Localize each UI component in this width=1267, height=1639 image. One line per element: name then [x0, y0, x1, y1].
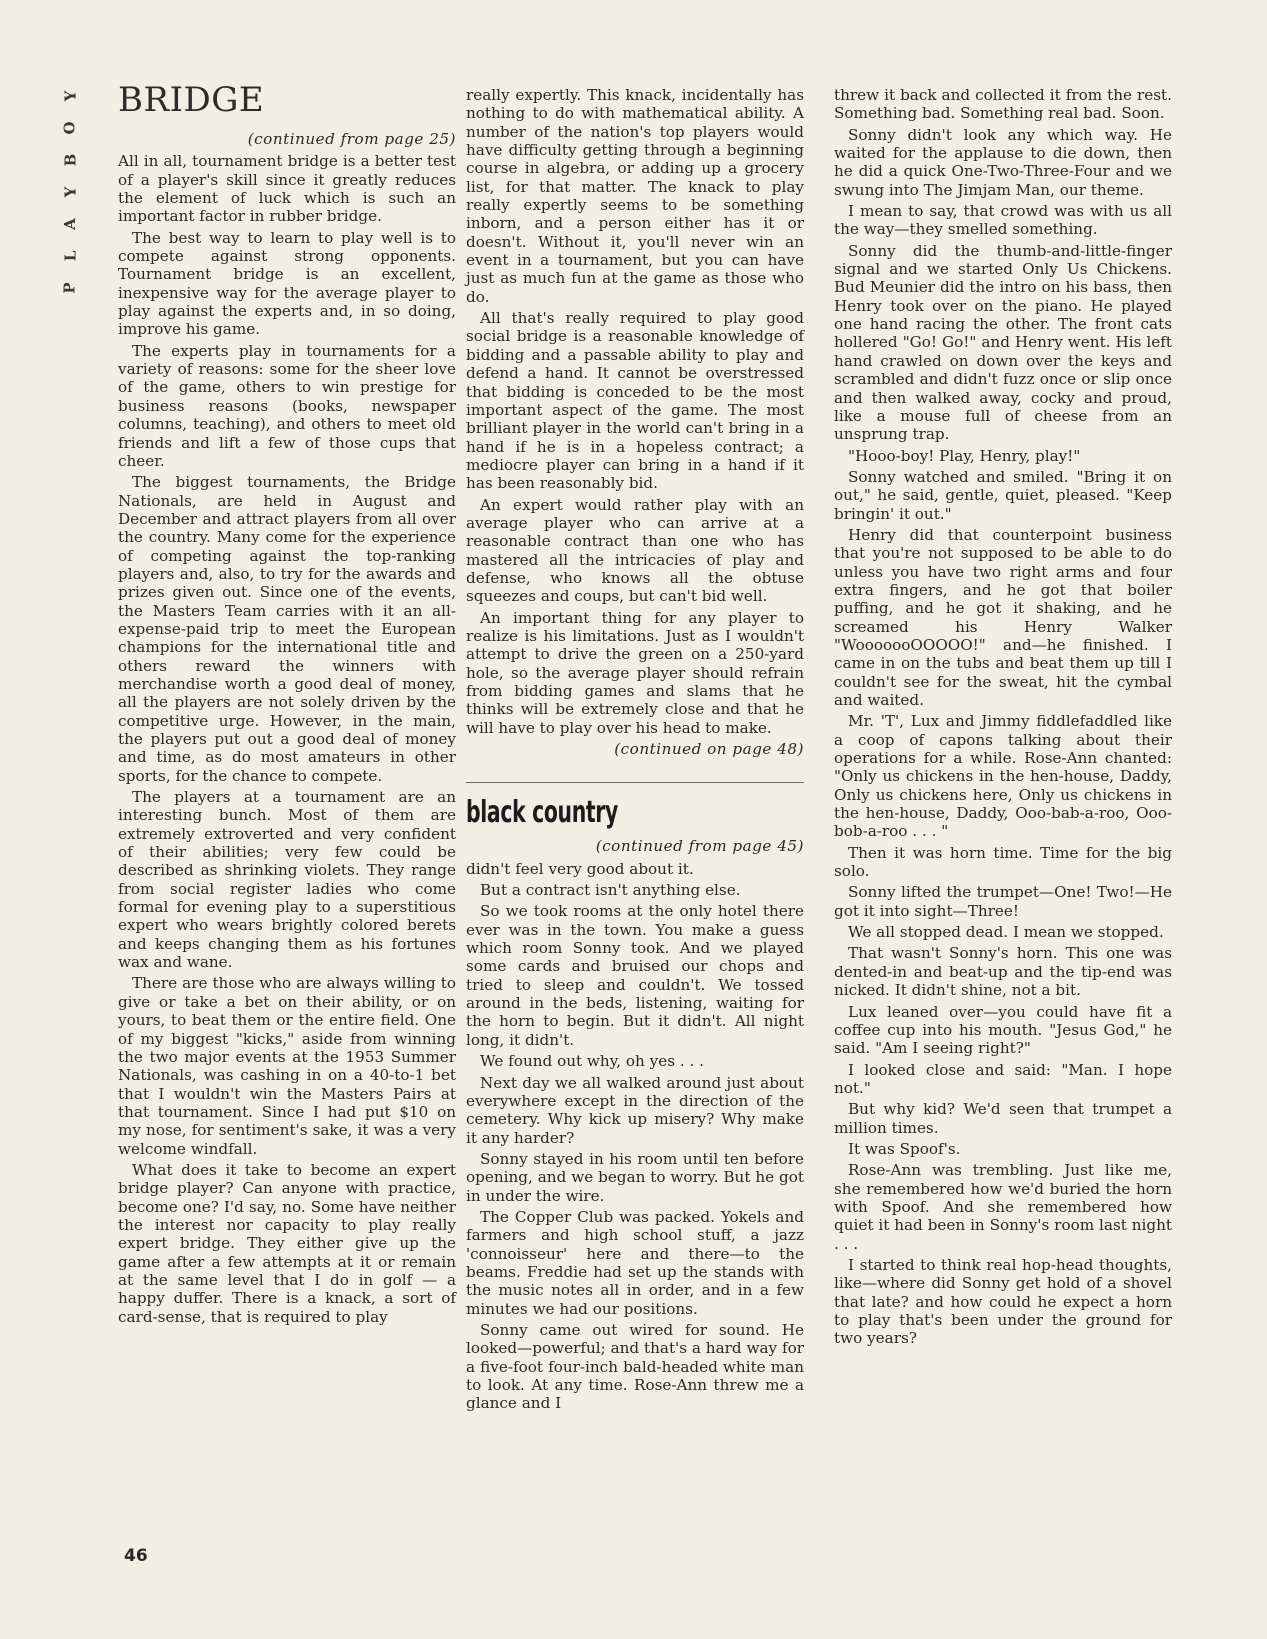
black-country-continued-from: (continued from page 45): [595, 837, 804, 856]
story-paragraph: Mr. 'T', Lux and Jimmy fiddlefaddled like a coop of capons talking about their operations for a while. Rose-Ann chanted: "Only us chickens in the hen-house, Daddy, Only us chickens here, Only us chickens in the hen-house, Daddy, Ooo-bab-a-roo, Ooo-bob-a-roo . . . ": [834, 712, 1172, 841]
sidebar-letter: L: [60, 250, 79, 262]
story-paragraph: But why kid? We'd seen that trumpet a million times.: [834, 1100, 1172, 1137]
story-paragraph: Then it was horn time. Time for the big solo.: [834, 843, 1172, 881]
story-paragraph: didn't feel very good about it.: [466, 859, 694, 878]
bridge-continued-on: (continued on page 48): [614, 740, 804, 759]
story-paragraph: We all stopped dead. I mean we stopped.: [848, 923, 1164, 942]
story-paragraph: I started to think real hop-head thoughts, like—where did Sonny get hold of a shovel that late? and how could he expect a horn to play that's been under the ground for two years?: [834, 1255, 1172, 1348]
bridge-paragraph: All that's really required to play good social bridge is a reasonable knowledge of bidding and a passable ability to play and defend a hand. It cannot be overstressed that bidding is conceded to be the most important aspect of the game. The most brilliant player in the world can't bring in a hand if he is in a hopeless contract; a mediocre player can bring in a hand if it has been reasonably bid.: [466, 309, 804, 493]
story-paragraph: That wasn't Sonny's horn. This one was dented-in and beat-up and the tip-end was nicked. It didn't shine, not a bit.: [834, 944, 1172, 1000]
story-paragraph: Lux leaned over—you could have fit a coffee cup into his mouth. "Jesus God," he said. "Am I seeing right?": [834, 1002, 1172, 1058]
section-divider: [466, 782, 804, 783]
story-paragraph: I looked close and said: "Man. I hope not.": [834, 1060, 1172, 1097]
story-paragraph: Sonny came out wired for sound. He looked—powerful; and that's a hard way for a five-foot four-inch bald-headed white man to look. At any time. Rose-Ann threw me a glance and I: [466, 1320, 804, 1413]
bridge-paragraph: The experts play in tournaments for a variety of reasons: some for the sheer love of the game, others to win prestige for business reasons (books, newspaper columns, teaching), and others to meet old friends and lift a few of those cups that cheer.: [118, 341, 456, 470]
bridge-paragraph: What does it take to become an expert bridge player? Can anyone with practice, become one? I'd say, no. Some have neither the interest nor capacity to play really expert bridge. They either give up the game after a few attempts at it or remain at the same level that I do in golf — a happy duffer. There is a knack, a sort of card-sense, that is required to play: [118, 1160, 456, 1326]
column-2: [466, 86, 804, 1416]
story-paragraph: Sonny did the thumb-and-little-finger signal and we started Only Us Chickens. Bud Meunier did the intro on his bass, then Henry took over on the piano. He played one hand racing the other. The front cats hollered "Go! Go!" and Henry went. His left hand crawled on down over the keys and scrambled and didn't fuzz once or slip once and then walked away, cocky and proud, like a mouse full of cheese from an unsprung trap.: [834, 241, 1172, 444]
story-paragraph: The Copper Club was packed. Yokels and farmers and high school stuff, a jazz 'connoisseur' here and there—to the beams. Freddie had set up the stands with the music notes all in order, and in a few minutes we had our positions.: [466, 1207, 804, 1318]
column-3: [834, 86, 1172, 1351]
story-paragraph: I mean to say, that crowd was with us all the way—they smelled something.: [834, 202, 1172, 239]
column-1: [118, 82, 456, 1329]
bridge-article-title: BRIDGE: [118, 80, 265, 120]
story-paragraph: So we took rooms at the only hotel there ever was in the town. You make a guess which room Sonny took. And we played some cards and bruised our chops and tried to sleep and couldn't. We tossed around in the beds, listening, waiting for the horn to begin. But it didn't. All night long, it didn't.: [466, 902, 804, 1049]
magazine-sidebar-masthead: [58, 86, 82, 298]
story-paragraph: Next day we all walked around just about everywhere except in the direction of the cemetery. Why kick up misery? Why make it any harder?: [466, 1073, 804, 1147]
story-paragraph: threw it back and collected it from the rest. Something bad. Something real bad. Soon.: [834, 86, 1172, 123]
page-number: 46: [124, 1546, 148, 1566]
sidebar-letter: P: [61, 282, 79, 294]
black-country-title: black country: [466, 795, 618, 831]
bridge-paragraph: All in all, tournament bridge is a better test of a player's skill since it greatly reduces the element of luck which is such an important factor in rubber bridge.: [118, 152, 456, 226]
bridge-paragraph: really expertly. This knack, incidentally has nothing to do with mathematical ability. A number of the nation's top players would have difficulty getting through a beginning course in algebra, or adding up a grocery list, for that matter. The knack to play really expertly seems to be something inborn, and a person either has it or doesn't. Without it, you'll never win an event in a tournament, but you can have just as much fun at the game as those who do.: [466, 86, 804, 306]
story-paragraph: Rose-Ann was trembling. Just like me, she remembered how we'd buried the horn with Spoof. And she remembered how quiet it had been in Sonny's room last night . . .: [834, 1161, 1172, 1253]
story-paragraph: Sonny watched and smiled. "Bring it on out," he said, gentle, quiet, pleased. "Keep bringin' it out.": [834, 467, 1172, 523]
bridge-paragraph: The best way to learn to play well is to compete against strong opponents. Tournament bridge is an excellent, inexpensive way for the average player to play against the experts and, in so doing, improve his game.: [118, 228, 456, 339]
story-paragraph: Sonny lifted the trumpet—One! Two!—He got it into sight—Three!: [834, 883, 1172, 920]
story-paragraph: We found out why, oh yes . . .: [480, 1052, 704, 1071]
bridge-paragraph: An expert would rather play with an average player who can arrive at a reasonable contract than one who has mastered all the intricacies of play and defense, who knows all the obtuse squeezes and coups, but can't bid well.: [466, 495, 804, 606]
story-paragraph: Henry did that counterpoint business that you're not supposed to be able to do unless you have two right arms and four extra fingers, and he got that boiler puffing, and he got it shaking, and he screamed his Henry Walker "WooooooOOOOO!" and—he finished. I came in on the tubs and beat them up till I couldn't see for the sweat, hit the cymbal and waited.: [834, 525, 1172, 709]
bridge-paragraph: The biggest tournaments, the Bridge Nationals, are held in August and December and attract players from all over the country. Many come for the experience of competing against the top-ranking players and, also, to try for the awards and prizes given out. Since one of the events, the Masters Team carries with it an all-expense-paid trip to meet the European champions for the international title and others reward the winners with merchandise worth a good deal of money, all the players are not solely driven by the competitive urge. However, in the main, the players put out a good deal of money and time, as do most amateurs in other sports, for the chance to compete.: [118, 473, 456, 785]
story-paragraph: But a contract isn't anything else.: [480, 881, 741, 900]
bridge-paragraph: There are those who are always willing to give or take a bet on their ability, or on yours, to beat them or the entire field. One of my biggest "kicks," aside from winning the two major events at the 1953 Summer Nationals, was cashing in on a 40-to-1 bet that I wouldn't win the Masters Pairs at that tournament. Since I had put $10 on my nose, for sentiment's sake, it was a very welcome windfall.: [118, 974, 456, 1158]
sidebar-letter: B: [61, 153, 79, 167]
sidebar-letter: O: [60, 121, 79, 135]
story-paragraph: "Hooo-boy! Play, Henry, play!": [848, 446, 1081, 465]
story-paragraph: Sonny stayed in his room until ten before opening, and we began to worry. But he got in under the wire.: [466, 1149, 804, 1205]
bridge-continued-from: (continued from page 25): [247, 130, 456, 148]
sidebar-letter: A: [60, 218, 79, 230]
story-paragraph: It was Spoof's.: [848, 1139, 961, 1158]
sidebar-letter: Y: [61, 90, 79, 102]
bridge-paragraph: The players at a tournament are an interesting bunch. Most of them are extremely extroverted and very confident of their abilities; very few could be described as shrinking violets. They range from social register ladies who come formal for evening play to a superstitious expert who wears brightly colored berets and keeps changing them as his fortunes wax and wane.: [118, 788, 456, 972]
sidebar-letter: Y: [61, 186, 79, 198]
bridge-paragraph: An important thing for any player to realize is his limitations. Just as I wouldn't attempt to drive the green on a 250-yard hole, so the average player should refrain from bidding games and slams that he thinks will be extremely close and that he will have to play over his head to make.: [466, 608, 804, 737]
story-paragraph: Sonny didn't look any which way. He waited for the applause to die down, then he did a quick One-Two-Three-Four and we swung into The Jimjam Man, our theme.: [834, 125, 1172, 199]
